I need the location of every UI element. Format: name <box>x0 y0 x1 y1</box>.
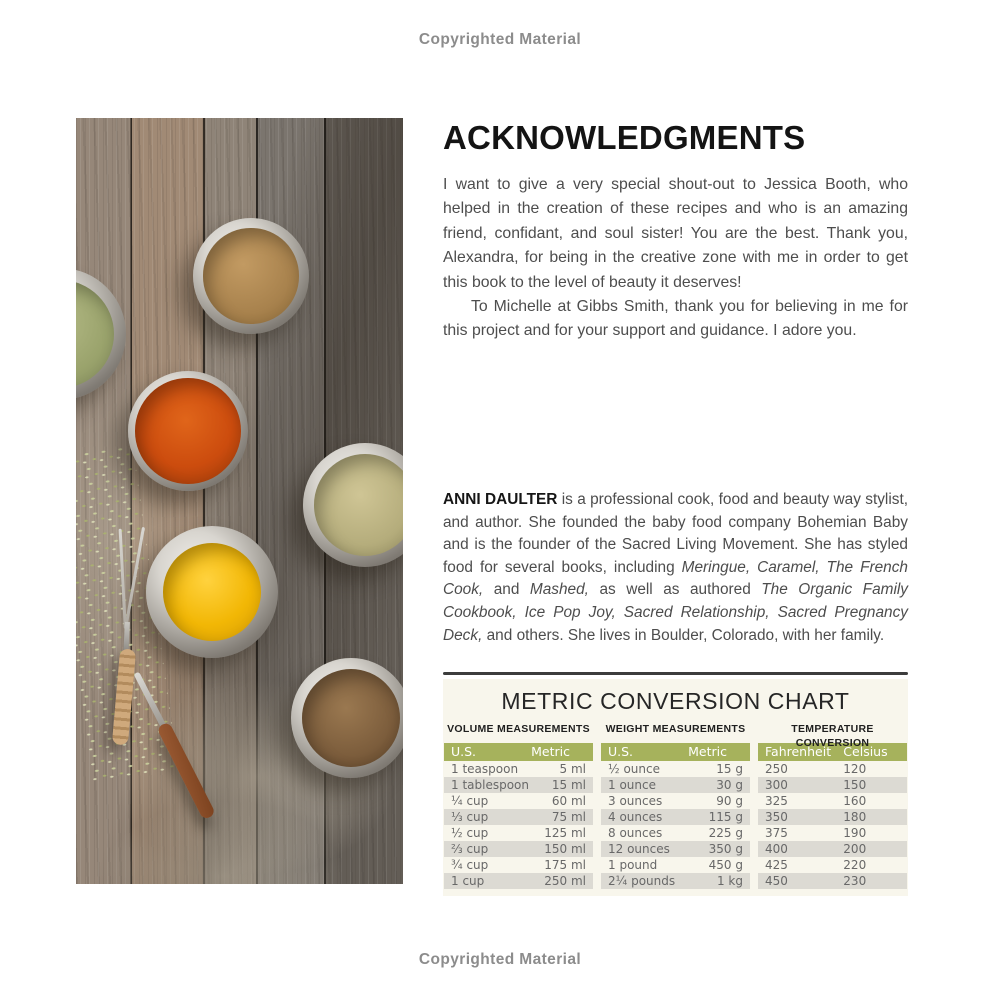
garam-masala-bowl <box>193 218 309 334</box>
table-cell: 150 <box>843 777 867 792</box>
bio-text-segment: ANNI DAULTER <box>443 491 558 508</box>
turmeric-powder <box>163 543 261 641</box>
table-cell: Fahrenheit <box>765 744 832 759</box>
copyright-notice-top: Copyrighted Material <box>418 31 582 48</box>
fennel-seeds <box>76 280 114 388</box>
table-cell: 60 ml <box>551 793 586 808</box>
table-cell: 15 ml <box>551 777 586 792</box>
table-row <box>601 777 750 793</box>
table-cell: 1 ounce <box>608 777 656 792</box>
table-cell: 175 ml <box>544 857 586 872</box>
table-cell: 1 pound <box>608 857 658 872</box>
table-cell: Metric <box>531 744 570 759</box>
table-cell: 115 g <box>708 809 743 824</box>
table-cell: 120 <box>843 761 867 776</box>
table-row <box>758 873 907 889</box>
chart-sections <box>443 722 908 889</box>
table-cell: ⅔ cup <box>451 841 489 856</box>
table-cell: 1 cup <box>451 873 485 888</box>
table-row <box>758 777 907 793</box>
table-row <box>601 841 750 857</box>
chart-title: METRIC CONVERSION CHART <box>501 687 850 714</box>
spice-mix-seeds <box>314 454 403 556</box>
table-cell: ¾ cup <box>451 857 489 872</box>
text-column <box>443 118 909 888</box>
table-cell: 230 <box>843 873 867 888</box>
fork-shaft <box>123 622 130 652</box>
table-header-row <box>601 743 750 761</box>
bio-text-segment: and <box>483 581 530 599</box>
table-row <box>444 793 593 809</box>
table-cell: 1 tablespoon <box>451 777 529 792</box>
table-cell: ½ ounce <box>608 761 660 776</box>
table-cell: 160 <box>843 793 867 808</box>
table-cell: U.S. <box>451 744 477 759</box>
table-row <box>444 873 593 889</box>
cumin-seed-bowl <box>291 658 403 778</box>
weight-section <box>601 722 750 889</box>
table-row <box>601 825 750 841</box>
acknowledgments-paragraph-2: To Michelle at Gibbs Smith, thank you for believing in me for this project and for your support and guidance. I adore you. <box>443 298 908 340</box>
table-cell: ⅓ cup <box>451 809 489 824</box>
table-cell: 300 <box>765 777 788 792</box>
table-row <box>601 761 750 777</box>
table-row <box>601 793 750 809</box>
table-cell: 450 g <box>708 857 743 872</box>
section-heading: TEMPERATURE CONVERSION <box>791 722 874 749</box>
section-heading: WEIGHT MEASUREMENTS <box>605 722 746 735</box>
section-heading: VOLUME MEASUREMENTS <box>447 722 590 735</box>
table-cell: ½ cup <box>451 825 489 840</box>
bio-text-segment: Meringue, Caramel, The French Cook, <box>443 558 908 599</box>
table-cell: 350 <box>765 809 788 824</box>
table-cell: 15 g <box>716 761 743 776</box>
table-row <box>758 857 907 873</box>
table-header-row <box>444 743 593 761</box>
fork-prong <box>125 527 145 626</box>
table-cell: 225 g <box>708 825 743 840</box>
table-row <box>444 777 593 793</box>
table-row <box>601 857 750 873</box>
table-header-row <box>758 743 907 761</box>
table-cell: ¼ cup <box>451 793 489 808</box>
volume-section <box>444 722 593 889</box>
table-cell: Celsius <box>843 744 888 759</box>
table-cell: 375 <box>765 825 788 840</box>
temperature-table <box>758 743 907 889</box>
table-cell: 75 ml <box>551 809 586 824</box>
metric-conversion-chart <box>443 672 908 896</box>
table-cell: 425 <box>765 857 788 872</box>
table-row <box>758 809 907 825</box>
acknowledgments-paragraph-1: I want to give a very special shout-out to Jessica Booth, who helped in the creation of these recipes and who is an amazing friend, confidant, and soul sister! You are the best. Thank you, Alexandra, for being in the creative zone with me in order to get this book to the level of beauty it deserves! <box>443 176 908 291</box>
bio-text-segment: as well as authored <box>588 581 762 599</box>
table-cell: 350 g <box>708 841 743 856</box>
table-cell: 125 ml <box>544 825 586 840</box>
cumin-seeds <box>302 669 400 767</box>
paprika-powder <box>135 378 241 484</box>
table-cell: 400 <box>765 841 788 856</box>
table-cell: 200 <box>843 841 867 856</box>
table-cell: U.S. <box>608 744 634 759</box>
table-cell: 250 ml <box>544 873 586 888</box>
table-cell: 5 ml <box>559 761 586 776</box>
table-cell: 450 <box>765 873 788 888</box>
table-row <box>758 793 907 809</box>
chart-panel <box>443 679 908 896</box>
bio-text-segment: and others. She lives in Boulder, Colorado, with her family. <box>482 626 885 644</box>
volume-table <box>444 743 593 889</box>
table-cell: 180 <box>843 809 867 824</box>
garam-masala-powder <box>203 228 298 323</box>
table-cell: 8 ounces <box>608 825 663 840</box>
bio-text-segment: The Organic Family Cookbook, Ice Pop Joy, Sacred Relationship, Sacred Pregnancy Deck, <box>443 581 909 644</box>
page-title: ACKNOWLEDGMENTS <box>443 119 806 156</box>
table-row <box>444 841 593 857</box>
paprika-bowl <box>128 371 248 491</box>
bio-text-segment: is a professional cook, food and beauty way stylist, and author. She founded the baby food company Bohemian Baby and is the founder of the Sacred Living Movement. She has styled food for several books, including <box>443 491 909 576</box>
copyright-notice-bottom: Copyrighted Material <box>418 951 582 968</box>
bio-text-segment: Mashed, <box>529 581 589 599</box>
fork-prong <box>119 529 127 629</box>
spice-mix-bowl <box>303 443 403 567</box>
spice-photo <box>76 118 403 884</box>
table-cell: 150 ml <box>544 841 586 856</box>
table-row <box>758 825 907 841</box>
table-cell: 2¼ pounds <box>608 873 676 888</box>
table-row <box>444 857 593 873</box>
table-cell: 4 ounces <box>608 809 663 824</box>
table-row <box>601 809 750 825</box>
fork-handle <box>112 648 136 745</box>
table-cell: 1 teaspoon <box>451 761 519 776</box>
weight-table <box>601 743 750 889</box>
table-cell: 90 g <box>716 793 743 808</box>
table-cell: 190 <box>843 825 867 840</box>
table-cell: Metric <box>688 744 727 759</box>
fennel-seed-bowl <box>76 268 126 400</box>
temperature-section <box>758 722 907 889</box>
table-cell: 325 <box>765 793 788 808</box>
table-cell: 220 <box>843 857 867 872</box>
table-row <box>444 761 593 777</box>
turmeric-bowl <box>146 526 278 658</box>
table-cell: 30 g <box>716 777 743 792</box>
table-row <box>444 809 593 825</box>
divider-rule <box>443 672 908 675</box>
author-bio <box>443 489 908 647</box>
table-cell: 1 kg <box>716 873 743 888</box>
table-row <box>758 761 907 777</box>
table-row <box>601 873 750 889</box>
table-cell: 250 <box>765 761 788 776</box>
table-row <box>444 825 593 841</box>
table-cell: 12 ounces <box>608 841 670 856</box>
table-cell: 3 ounces <box>608 793 663 808</box>
table-row <box>758 841 907 857</box>
